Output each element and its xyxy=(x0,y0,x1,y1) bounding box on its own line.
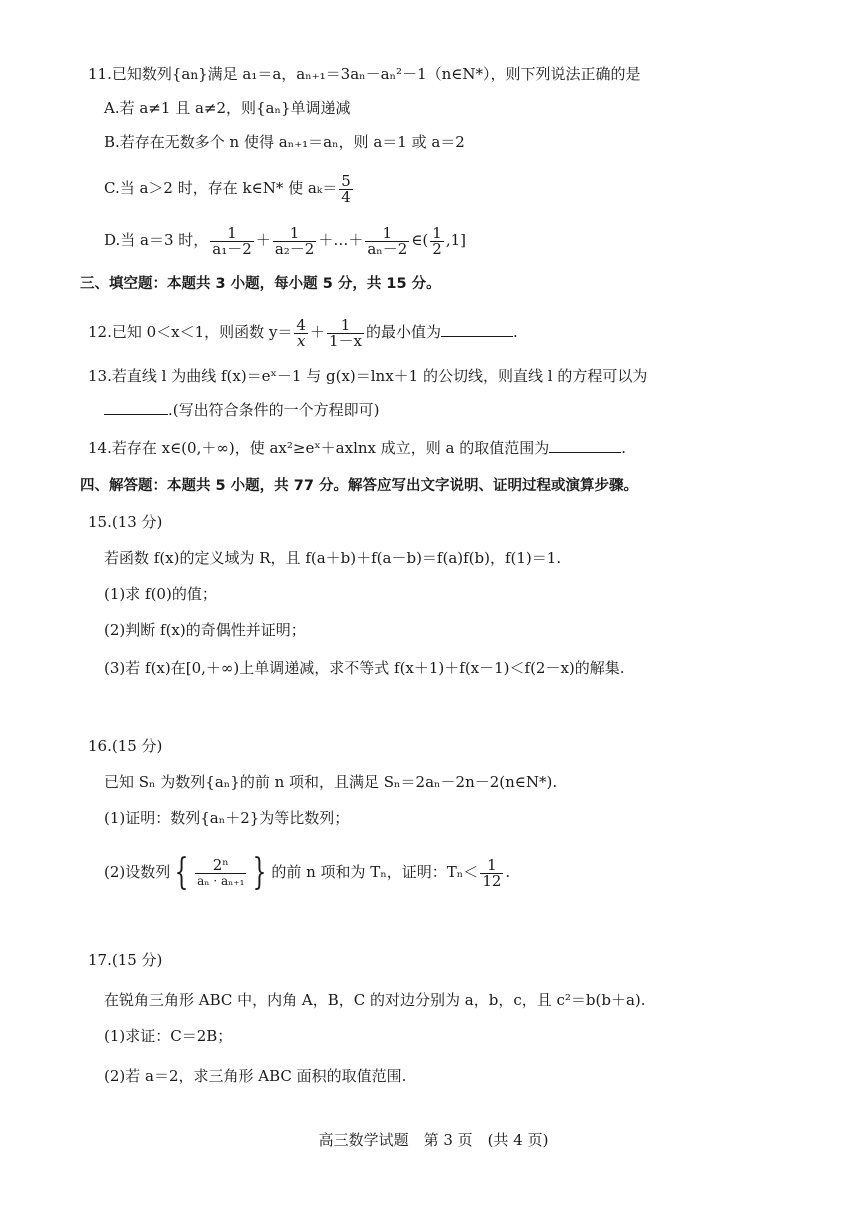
q11-option-d: D.当 a＝3 时， $\frac{1}{\text{a₁－2}}$ ＋ $\frac{1}{\text{a₂－2}}$ ＋…＋ $\frac{1}{\text{aₙ－2}}$ ∈( $\frac{1}{2}$ ,1] xyxy=(104,223,466,258)
q11-option-a: A.若 a≠1 且 a≠2，则{aₙ}单调递减 xyxy=(104,99,351,117)
q13-answer-blank[interactable] xyxy=(104,414,168,415)
q11-option-c: C.当 a＞2 时，存在 k∈N* 使 aₖ＝ $\frac{5}{4}$ xyxy=(104,171,351,206)
q15-part-3: (3)若 f(x)在[0,＋∞)上单调递减，求不等式 f(x＋1)＋f(x－1)＜f(2－x)的解集. xyxy=(104,659,625,677)
q17-part-1: (1)求证：C＝2B； xyxy=(104,1027,233,1045)
q12-answer-blank[interactable] xyxy=(441,336,513,337)
fraction-1-over-12: $\frac{1}{12}$ xyxy=(482,855,502,890)
fraction-2n-over-product: $\frac{\text{2ⁿ}}{\text{aₙ · aₙ₊₁}}$ xyxy=(197,855,245,888)
fraction-5-4: $\frac{5}{4}$ xyxy=(341,171,351,206)
q15-stem: 若函数 f(x)的定义域为 R，且 f(a＋b)＋f(a－b)＝f(a)f(b)，f(1)＝1. xyxy=(104,549,562,567)
q17-header: 17.(15 分) xyxy=(88,951,163,969)
q16-part-1: (1)证明：数列{aₙ＋2}为等比数列； xyxy=(104,809,350,827)
q11-option-b: B.若存在无数多个 n 使得 aₙ₊₁＝aₙ，则 a＝1 或 a＝2 xyxy=(104,133,465,151)
q16-header: 16.(15 分) xyxy=(88,737,163,755)
fraction-term-n: $\frac{1}{\text{aₙ－2}}$ xyxy=(367,223,408,258)
q15-header: 15.(13 分) xyxy=(88,513,163,531)
q13-line-2: .(写出符合条件的一个方程即可) xyxy=(104,400,379,420)
q17-stem: 在锐角三角形 ABC 中，内角 A，B，C 的对边分别为 a，b，c，且 c²＝b(b＋a). xyxy=(104,991,646,1009)
page-footer: 高三数学试题 第 3 页 (共 4 页) xyxy=(318,1131,549,1149)
q16-stem: 已知 Sₙ 为数列{aₙ}的前 n 项和，且满足 Sₙ＝2aₙ－2n－2(n∈N*). xyxy=(104,773,558,791)
q14-answer-blank[interactable] xyxy=(549,452,621,453)
q16-part-2: (2)设数列 { $\frac{\text{2ⁿ}}{\text{aₙ · aₙ₊₁}}$ } 的前 n 项和为 Tₙ，证明：Tₙ＜ $\frac{1}{12}$ . xyxy=(104,852,511,893)
fraction-one-half: $\frac{1}{2}$ xyxy=(432,223,442,258)
q11-stem: 11.已知数列{an}满足 a₁＝a，aₙ₊₁＝3aₙ－aₙ²－1（n∈N*），则下列说法正确的是 xyxy=(88,65,641,83)
q15-part-2: (2)判断 f(x)的奇偶性并证明； xyxy=(104,621,306,639)
section-4-title: 四、解答题：本题共 5 小题，共 77 分。解答应写出文字说明、证明过程或演算步骤。 xyxy=(80,478,638,494)
q14: 14.若存在 x∈(0,＋∞)，使 ax²≥eˣ＋axlnx 成立，则 a 的取值范围为 . xyxy=(88,439,627,457)
q17-part-2: (2)若 a＝2，求三角形 ABC 面积的取值范围. xyxy=(104,1067,407,1085)
fraction-1-over-1-minus-x: $\frac{1}{1-x}$ xyxy=(328,315,362,350)
section-3-title: 三、填空题：本题共 3 小题，每小题 5 分，共 15 分。 xyxy=(80,276,441,292)
q13-line-1: 13.若直线 l 为曲线 f(x)＝eˣ－1 与 g(x)＝lnx＋1 的公切线，则直线 l 的方程可以为 xyxy=(88,367,648,385)
fraction-4-over-x: $\frac{4}{x}$ xyxy=(296,315,306,350)
right-brace: } xyxy=(253,852,267,893)
left-brace: { xyxy=(174,852,189,893)
fraction-term-1: $\frac{1}{\text{a₁－2}}$ xyxy=(212,223,252,258)
q12: 12.已知 0＜x＜1，则函数 y＝ $\frac{4}{x}$ ＋ $\frac{1}{1-x}$ 的最小值为 . xyxy=(88,315,518,350)
fraction-term-2: $\frac{1}{\text{a₂－2}}$ xyxy=(274,223,315,258)
q15-part-1: (1)求 f(0)的值； xyxy=(104,585,217,603)
